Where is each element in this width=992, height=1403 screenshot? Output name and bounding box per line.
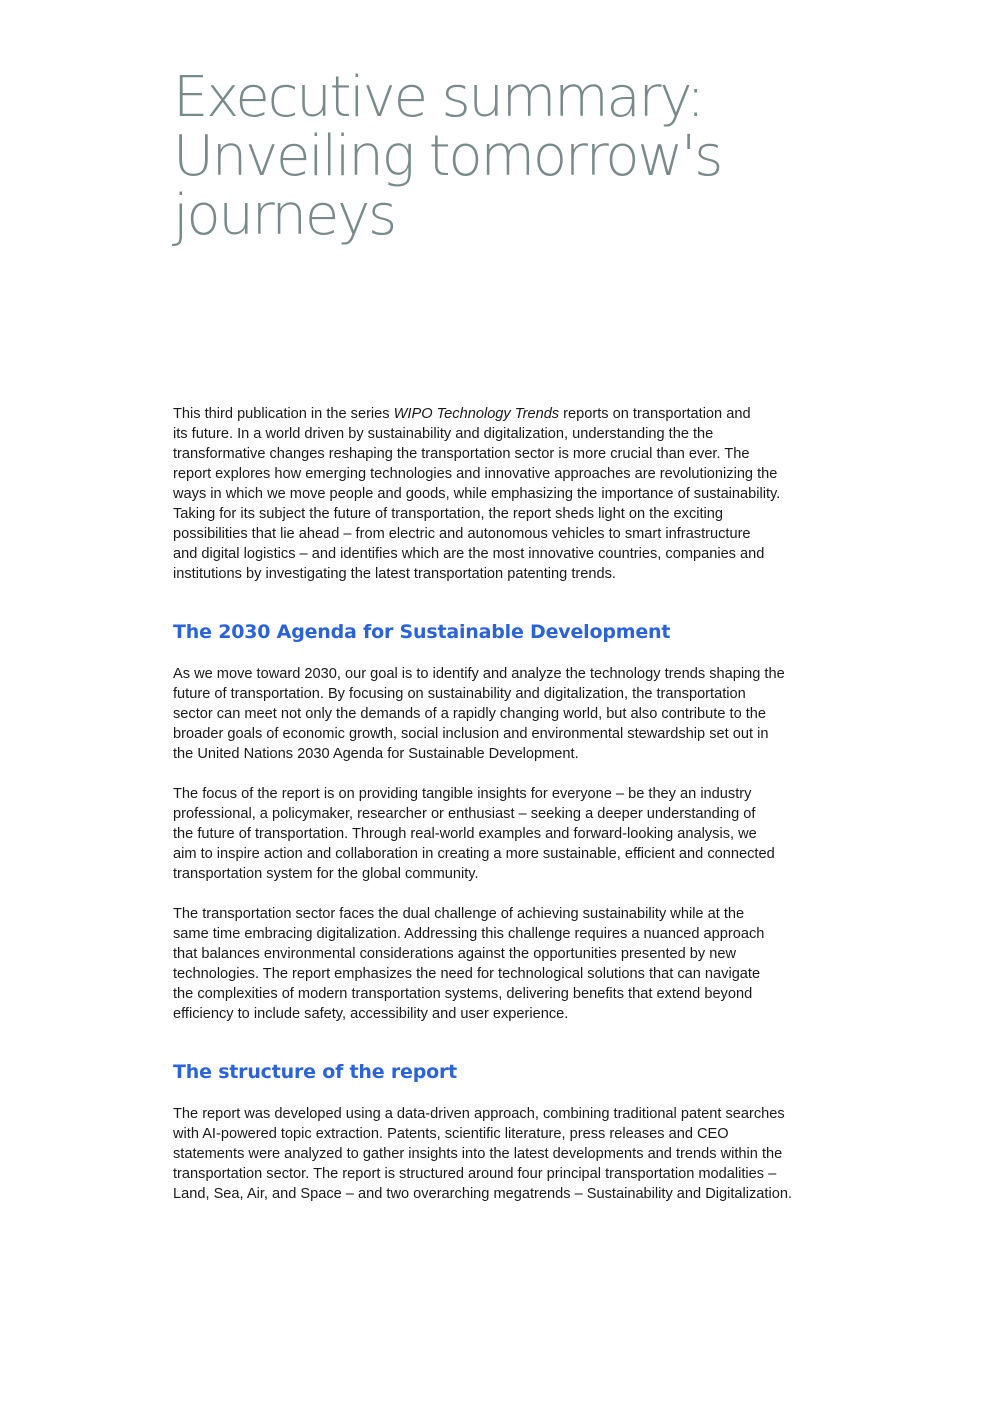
paragraph-line: that balances environmental considerations against the opportunities presented by new	[173, 946, 737, 962]
intro-line: possibilities that lie ahead – from electric and autonomous vehicles to smart infrastructure	[173, 526, 751, 542]
paragraph-line: transportation sector. The report is structured around four principal transportation modalities –	[173, 1166, 777, 1182]
paragraph-line: statements were analyzed to gather insights into the latest developments and trends within the	[173, 1146, 783, 1162]
paragraph-line: efficiency to include safety, accessibility and user experience.	[173, 1006, 569, 1022]
intro-line: institutions by investigating the latest transportation patenting trends.	[173, 566, 616, 582]
title-line-3: journeys	[173, 183, 396, 248]
agenda-paragraph-3	[173, 904, 764, 1024]
paragraph-line: As we move toward 2030, our goal is to identify and analyze the technology trends shaping the	[173, 666, 785, 682]
section-heading-structure: The structure of the report	[173, 1061, 458, 1083]
intro-line: ways in which we move people and goods, while emphasizing the importance of sustainability.	[173, 486, 781, 502]
structure-paragraph-1	[173, 1104, 792, 1204]
title-line-2: Unveiling tomorrow's	[173, 124, 722, 189]
paragraph-line: aim to inspire action and collaboration in creating a more sustainable, efficient and connected	[173, 846, 775, 862]
section-heading-agenda: The 2030 Agenda for Sustainable Development	[173, 621, 671, 643]
paragraph-line: the United Nations 2030 Agenda for Sustainable Development.	[173, 746, 579, 762]
intro-line: its future. In a world driven by sustainability and digitalization, understanding the the	[173, 426, 714, 442]
intro-paragraph	[173, 404, 780, 584]
paragraph-line: professional, a policymaker, researcher or enthusiast – seeking a deeper understanding of	[173, 806, 756, 822]
paragraph-line: broader goals of economic growth, social inclusion and environmental stewardship set out in	[173, 726, 769, 742]
paragraph-line: The transportation sector faces the dual challenge of achieving sustainability while at the	[173, 906, 745, 922]
intro-line: and digital logistics – and identifies which are the most innovative countries, companies and	[173, 546, 765, 562]
publication-series-name: WIPO Technology Trends	[393, 406, 560, 422]
paragraph-line: sector can meet not only the demands of a rapidly changing world, but also contribute to the	[173, 706, 767, 722]
paragraph-line: future of transportation. By focusing on sustainability and digitalization, the transportation	[173, 686, 746, 702]
page-title	[173, 65, 823, 248]
paragraph-line: the future of transportation. Through real-world examples and forward-looking analysis, we	[173, 826, 757, 842]
paragraph-line: The report was developed using a data-driven approach, combining traditional patent searches	[173, 1106, 785, 1122]
paragraph-line: same time embracing digitalization. Addressing this challenge requires a nuanced approach	[173, 926, 765, 942]
intro-line: transformative changes reshaping the transportation sector is more crucial than ever. The	[173, 446, 750, 462]
agenda-paragraph-1	[173, 664, 785, 764]
paragraph-line: with AI-powered topic extraction. Patents, scientific literature, press releases and CEO	[173, 1126, 729, 1142]
paragraph-line: Land, Sea, Air, and Space – and two overarching megatrends – Sustainability and Digitalization.	[173, 1186, 793, 1202]
agenda-paragraph-2	[173, 784, 775, 884]
title-line-1: Executive summary:	[173, 65, 703, 130]
paragraph-line: transportation system for the global community.	[173, 866, 479, 882]
intro-line: Taking for its subject the future of transportation, the report sheds light on the exciting	[173, 506, 724, 522]
intro-line-1: This third publication in the series WIPO Technology Trends reports on transportation and	[173, 406, 751, 422]
paragraph-line: The focus of the report is on providing tangible insights for everyone – be they an industry	[173, 786, 752, 802]
paragraph-line: the complexities of modern transportation systems, delivering benefits that extend beyond	[173, 986, 753, 1002]
document-page	[173, 65, 823, 1202]
paragraph-line: technologies. The report emphasizes the need for technological solutions that can navigate	[173, 966, 761, 982]
intro-line: report explores how emerging technologies and innovative approaches are revolutionizing the	[173, 466, 778, 482]
